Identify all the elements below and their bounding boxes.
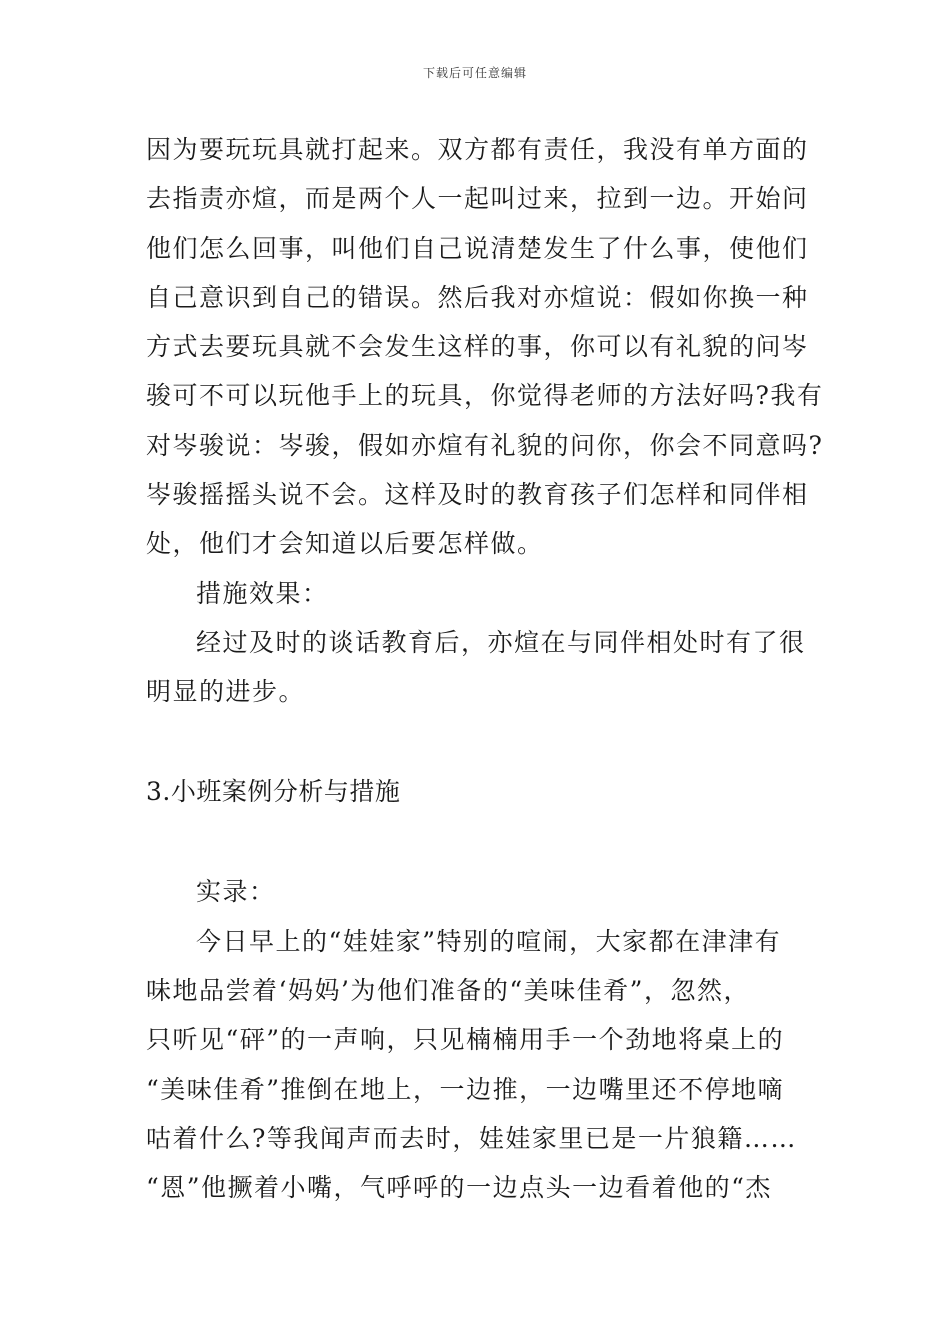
text-line: 他们怎么回事，叫他们自己说清楚发生了什么事，使他们 (146, 234, 809, 263)
text-line: 对岑骏说：岑骏，假如亦煊有礼貌的问你，你会不同意吗? (146, 431, 824, 460)
text-line: 因为要玩玩具就打起来。双方都有责任，我没有单方面的 (146, 135, 809, 164)
text-line: 明显的进步。 (146, 677, 306, 706)
text-line: 今日早上的“娃娃家”特别的喧闹，大家都在津津有 (196, 927, 782, 956)
text-line: 自己意识到自己的错误。然后我对亦煊说：假如你换一种 (146, 283, 809, 312)
text-line: 经过及时的谈话教育后，亦煊在与同伴相处时有了很 (196, 628, 806, 657)
text-line: 味地品尝着‘妈妈’为他们准备的“美味佳肴”，忽然， (146, 976, 750, 1005)
section-heading: 3.小班案例分析与措施 (146, 777, 401, 806)
text-line: 去指责亦煊，而是两个人一起叫过来，拉到一边。开始问 (146, 184, 809, 213)
record-label: 实录： (196, 877, 276, 906)
text-line: 只听见“砰”的一声响，只见楠楠用手一个劲地将桌上的 (146, 1025, 785, 1054)
text-line: 岑骏摇摇头说不会。这样及时的教育孩子们怎样和同伴相 (146, 480, 809, 509)
text-line: 骏可不可以玩他手上的玩具，你觉得老师的方法好吗?我有 (146, 381, 824, 410)
text-line: “美味佳肴”推倒在地上，一边推，一边嘴里还不停地嘀 (146, 1075, 785, 1104)
text-line: 方式去要玩具就不会发生这样的事，你可以有礼貌的问岑 (146, 332, 809, 361)
effect-label: 措施效果： (196, 579, 329, 608)
text-line: 咕着什么?等我闻声而去时，娃娃家里已是一片狼籍…… (146, 1124, 797, 1153)
text-line: 处，他们才会知道以后要怎样做。 (146, 529, 544, 558)
text-line: “恩”他撅着小嘴，气呼呼的一边点头一边看着他的“杰 (146, 1173, 772, 1202)
page-header-note: 下载后可任意编辑 (422, 66, 527, 80)
